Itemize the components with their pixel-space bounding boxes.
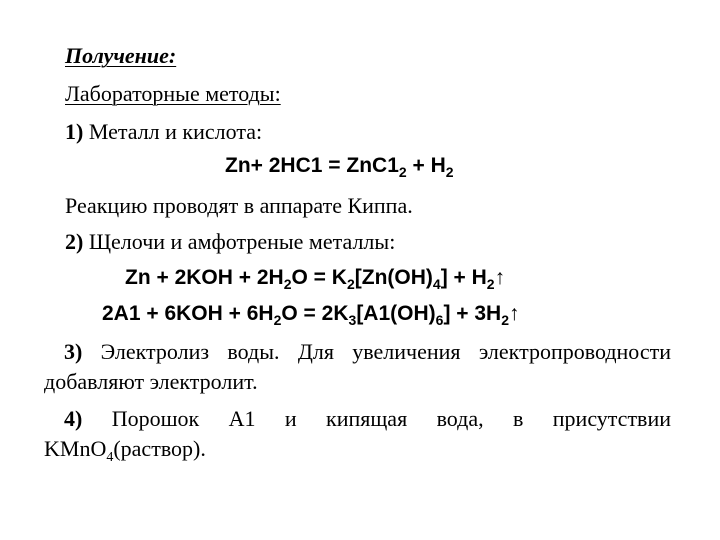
item-4 xyxy=(44,404,671,464)
eq1-part-b: + H xyxy=(406,154,446,177)
eq3-sub-2: 3 xyxy=(348,312,357,328)
eq1-part-a: Zn+ 2HC1 = ZnC1 xyxy=(225,154,399,177)
eq2-part-d: ] + H xyxy=(440,266,487,289)
item-1 xyxy=(65,118,262,146)
eq3-sub-1: 2 xyxy=(273,312,282,328)
methods-subtitle: Лабораторные методы: xyxy=(65,81,281,106)
eq1-sub-1: 2 xyxy=(398,164,407,180)
item-4-text: Порошок A1 и кипящая вода, в присутствии KMnO xyxy=(44,406,671,461)
eq3-part-d: ] + 3H xyxy=(443,302,502,325)
eq2-part-a: Zn + 2KOH + 2H xyxy=(125,266,284,289)
eq3-part-c: [A1(OH) xyxy=(356,302,436,325)
equation-2 xyxy=(125,264,505,292)
item-3-number: 3) xyxy=(64,339,83,364)
reaction-note: Реакцию проводят в аппарате Киппа. xyxy=(65,193,413,218)
eq2-part-b: O = K xyxy=(291,266,347,289)
eq3-sub-4: 2 xyxy=(501,312,510,328)
item-4-tail: (раствор). xyxy=(113,436,206,461)
eq2-sub-1: 2 xyxy=(283,276,292,292)
eq3-part-a: 2A1 + 6KOH + 6H xyxy=(102,302,274,325)
eq2-sub-3: 4 xyxy=(432,276,441,292)
eq2-part-c: [Zn(OH) xyxy=(354,266,433,289)
item-2-text: Щелочи и амфотреные металлы: xyxy=(83,229,396,254)
item-3 xyxy=(44,337,671,397)
eq2-sub-2: 2 xyxy=(346,276,355,292)
item-1-text: Металл и кислота: xyxy=(83,119,263,144)
equation-3 xyxy=(102,300,520,328)
item-1-number: 1) xyxy=(65,119,84,144)
item-4-sub: 4 xyxy=(106,450,114,465)
eq1-sub-2: 2 xyxy=(445,164,454,180)
equation-1 xyxy=(225,152,454,180)
eq2-sub-4: 2 xyxy=(486,276,495,292)
slide-title: Получение: xyxy=(65,43,177,68)
item-4-number: 4) xyxy=(64,406,83,431)
eq3-part-b: O = 2K xyxy=(281,302,349,325)
up-arrow-icon: ↑ xyxy=(494,266,506,289)
item-2 xyxy=(65,228,395,256)
eq3-sub-3: 6 xyxy=(435,312,444,328)
item-2-number: 2) xyxy=(65,229,84,254)
up-arrow-icon: ↑ xyxy=(509,302,520,325)
item-3-text: Электролиз воды. Для увеличения электропроводности добавляют электролит. xyxy=(44,339,671,394)
